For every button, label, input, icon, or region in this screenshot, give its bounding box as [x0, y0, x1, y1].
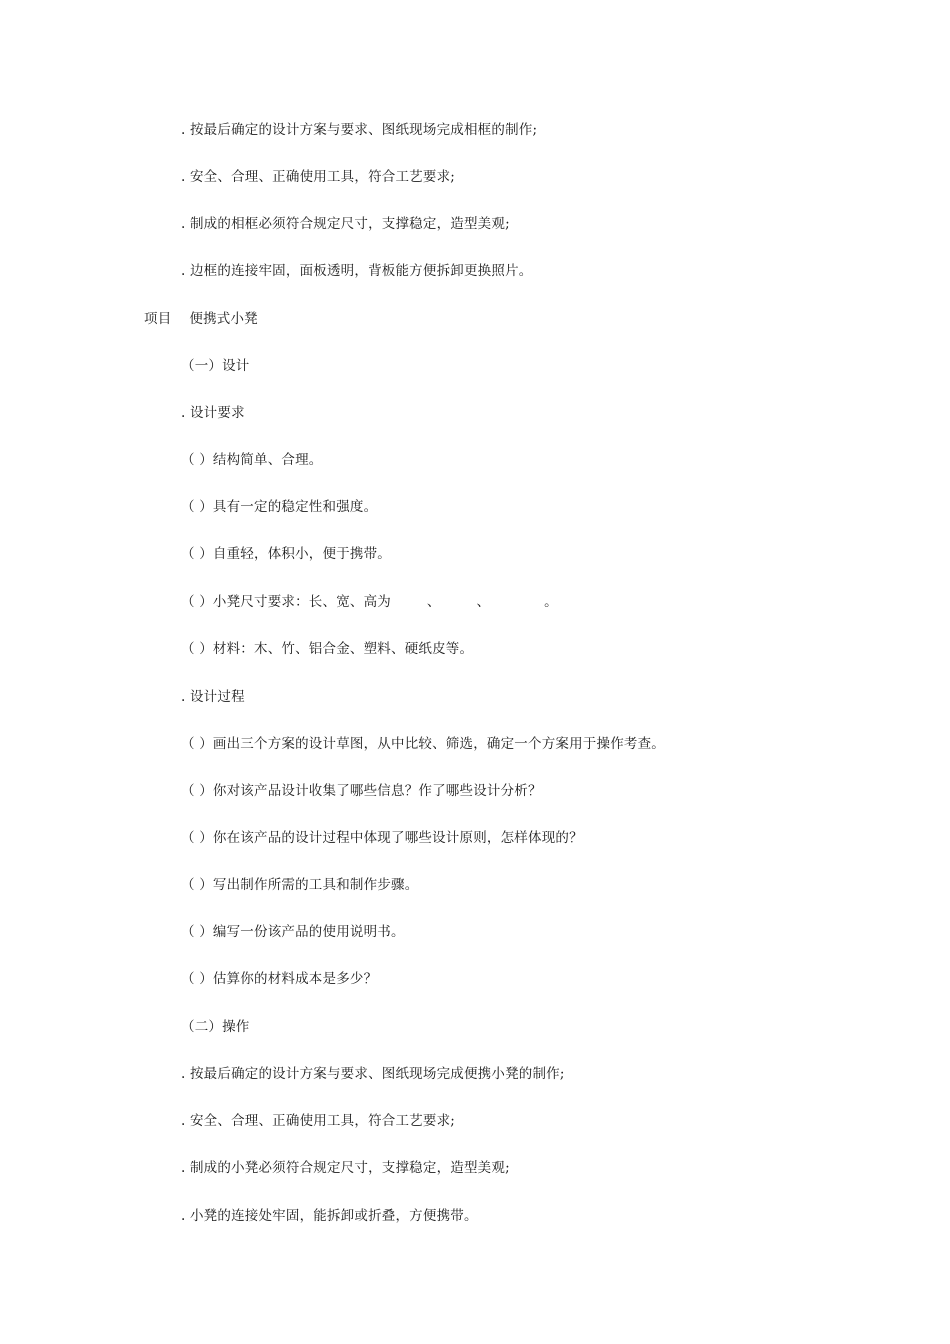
text-line: . 按最后确定的设计方案与要求、图纸现场完成相框的制作;	[181, 122, 538, 138]
subsection-heading: （一）设计	[181, 358, 250, 374]
text-line: （ ）自重轻，体积小，便于携带。	[181, 546, 391, 562]
text-line: （ ）小凳尺寸要求：长、宽、高为 、 、 。	[181, 594, 558, 610]
text-line: . 边框的连接牢固，面板透明，背板能方便拆卸更换照片。	[181, 263, 533, 279]
text-line: （ ）具有一定的稳定性和强度。	[181, 499, 378, 515]
text-line: . 设计过程	[181, 689, 245, 705]
text-line: （ ）结构简单、合理。	[181, 452, 323, 468]
text-line: . 安全、合理、正确使用工具，符合工艺要求;	[181, 169, 456, 185]
text-line: . 按最后确定的设计方案与要求、图纸现场完成便携小凳的制作;	[181, 1066, 565, 1082]
text-line: （ ）你在该产品的设计过程中体现了哪些设计原则，怎样体现的？	[181, 830, 583, 846]
text-line: （ ）估算你的材料成本是多少？	[181, 971, 378, 987]
subsection-heading: （二）操作	[181, 1019, 250, 1035]
text-line: . 小凳的连接处牢固，能拆卸或折叠，方便携带。	[181, 1208, 478, 1224]
text-line: （ ）编写一份该产品的使用说明书。	[181, 924, 405, 940]
text-line: . 安全、合理、正确使用工具，符合工艺要求;	[181, 1113, 456, 1129]
section-heading: 项目 便携式小凳	[144, 311, 258, 327]
text-line: . 制成的相框必须符合规定尺寸，支撑稳定，造型美观;	[181, 216, 510, 232]
text-line: . 制成的小凳必须符合规定尺寸，支撑稳定，造型美观;	[181, 1160, 510, 1176]
text-line: （ ）画出三个方案的设计草图，从中比较、筛选，确定一个方案用于操作考查。	[181, 736, 665, 752]
text-line: （ ）你对该产品设计收集了哪些信息？作了哪些设计分析？	[181, 783, 542, 799]
text-line: . 设计要求	[181, 405, 245, 421]
text-line: （ ）材料：木、竹、铝合金、塑料、硬纸皮等。	[181, 641, 474, 657]
text-line: （ ）写出制作所需的工具和制作步骤。	[181, 877, 419, 893]
